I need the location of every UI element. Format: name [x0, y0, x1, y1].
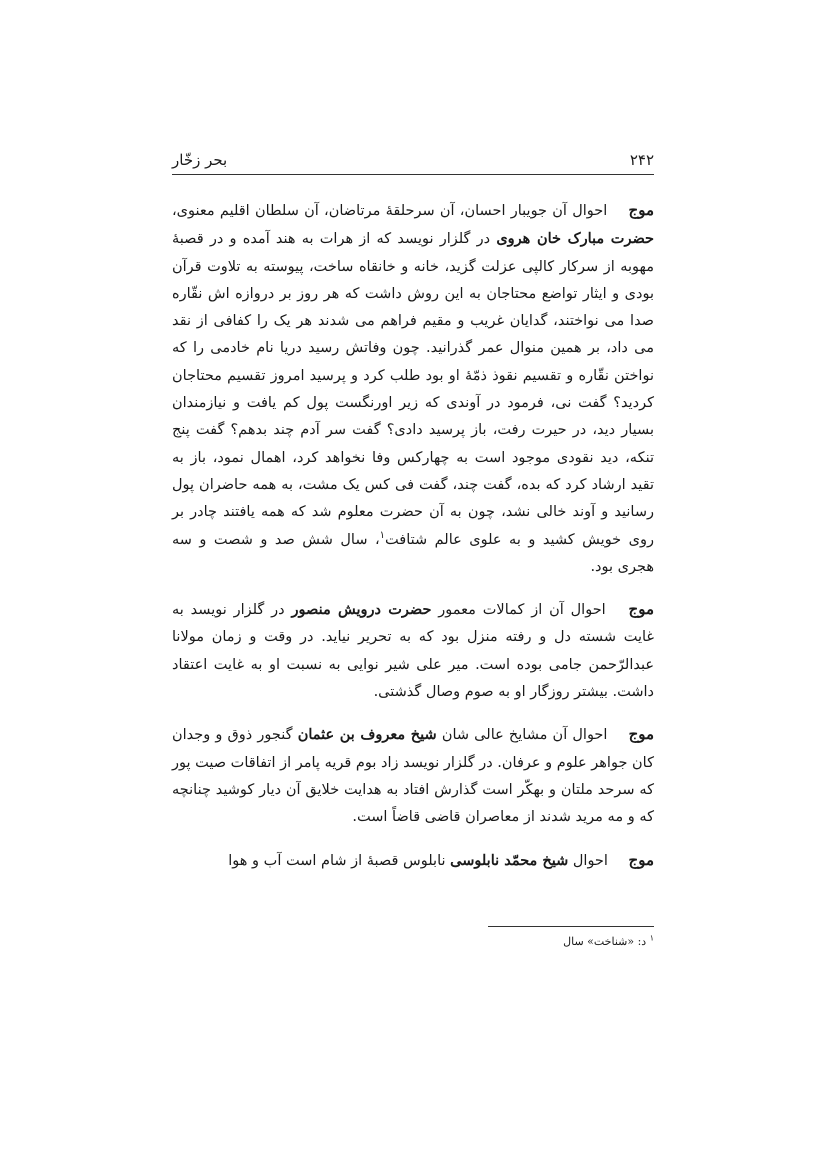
entry-text: در گلزار نویسد که از هرات به هند آمده و در قصبهٔ مهوبه از سرکار کالپی عزلت گزید، خانه و خانقاه ساخت، پیوسته به تلاوت قرآن بودی و ایثار تواضع محتاجان به این روش داشت که هر روز بر دروازه اش نقّاره صدا می نواختند، گدایان غریب و مقیم فراهم می شدند هر یک را کفافی از نقد می داد، بر همین منوال عمر گذرانید. چون وفاتش رسید دریا نام خادمی را که نواختن نقّاره و تقسیم نقوذ ذمّهٔ او بود طلب کرد و پرسید امروز تقسیم محتاجان کردید؟ گفت نی، فرمود در آوندی که زیر اورنگست پول کم یافت و نیازمندان بسیار دید، در حیرت رفت، باز پرسید دادی؟ گفت سر آدم چند بدهم؟ گفت پنج تنکه، دید نقودی موجود است به چهارکس وفا نخواهد کرد، اهمال نمود، باز به تقید ارشاد کرد که بده، گفت چند، گفت فی کس یک مشت، به همه حاضران پول رسانید و آوند خالی نشد، چون به آن حضرت معلوم شد که همه یافتند چادر بر روی خویش کشید و به علوی عالم شتافت: [172, 231, 654, 548]
entry-text: احوال آن مشایخ عالی شان: [441, 727, 608, 744]
running-head: [172, 148, 654, 172]
entry-text: احوال: [572, 852, 608, 869]
page-number: ۲۴۲: [629, 151, 654, 169]
entry-label: موج: [628, 201, 654, 219]
book-title: بحر زخّار: [172, 151, 228, 169]
entry-text: احوال آن از کمالات معمور: [438, 602, 606, 619]
footnote-text: د: «شناخت» سال: [563, 935, 647, 948]
entry-text: گنجور ذوق و وجدان کان جواهر علوم و عرفان. در گلزار نویسد زاد بوم قریه پامر از اتفاقات صیت پور که سرحد ملتان و بهکّر است گذارش افتاد به هدایت خلایق آن دیار کوشید چنانچه که و مه مرید شدند از معاصران قاضی قاضاً است.: [172, 727, 654, 826]
footnote-reference: ۱: [379, 529, 386, 541]
entry-mubarak-khan: [172, 197, 654, 581]
footnote: [172, 934, 654, 950]
person-name: حضرت مبارک خان هروی: [496, 230, 654, 248]
entry-text: ، سال شش صد و شصت و سه هجری بود.: [172, 531, 654, 575]
person-name: شیخ معروف بن عثمان: [297, 726, 437, 744]
entry-text: در گلزار نویسد به غایت شسته دل و رفته منزل بود که به تحریر نیاید. در وقت و زمان مولانا عبدالرّحمن جامی بوده است. میر علی شیر نوایی به نسبت او به غایت اعتقاد داشت. بیشتر روزگار او به صوم وصال گذشتی.: [172, 602, 654, 701]
footnote-mark: ۱: [649, 933, 654, 943]
body-text: [172, 197, 654, 875]
entry-maruf-bin-osman: [172, 721, 654, 831]
entry-label: موج: [628, 850, 654, 869]
entry-label: موج: [628, 600, 654, 619]
person-name: شیخ محمّد نابلوسی: [450, 851, 569, 869]
entry-text: احوال آن جویبار احسان، آن سرحلقهٔ مرتاضان، آن سلطان اقلیم معنوی،: [172, 203, 608, 219]
person-name: حضرت درویش منصور: [291, 601, 432, 619]
footnote-divider: [488, 926, 654, 927]
header-divider: [172, 174, 654, 175]
entry-label: موج: [628, 725, 655, 744]
entry-darvish-mansur: [172, 596, 654, 706]
entry-text: نابلوس قصبهٔ از شام است آب و هوا: [228, 852, 446, 869]
entry-muhammad-nabulusi: [172, 847, 654, 875]
